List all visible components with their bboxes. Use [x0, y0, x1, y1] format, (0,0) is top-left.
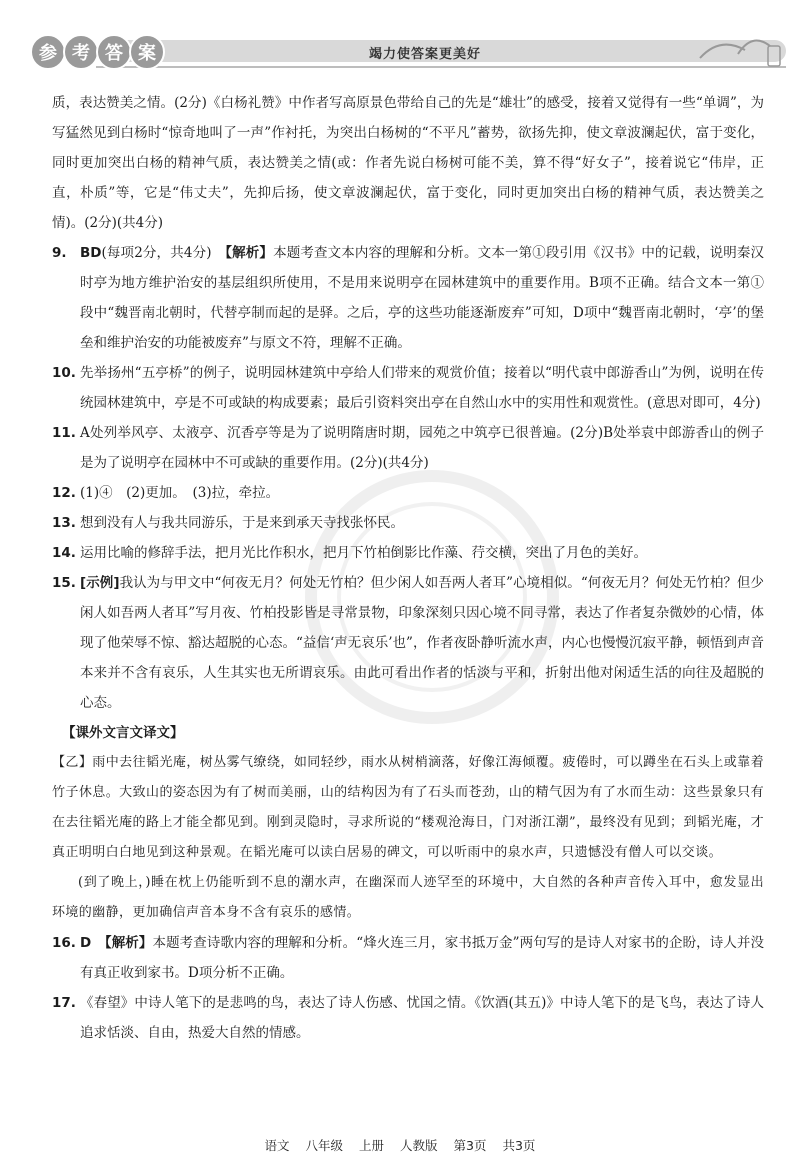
translation-paragraph: 【乙】雨中去往韬光庵，树丛雾气缭绕，如同轻纱，雨水从树梢滴落，好像江海倾覆。疲倦时，可以蹲坐在石头上或靠着竹子休息。大致山的姿态因为有了树而美丽，山的结构因为有了石头而苍劲，山的精气因为有了水而生动：这些景象只有在去往韬光庵的路上才能全都见到。刚到灵隐时，寻求所说的“楼观沧海日，门对浙江潮”，最终没有见到；到韬光庵，才真正明明白白地见到这种景观。在韬光庵可以读白居易的碑文，可以听雨中的泉水声，只遗憾没有僧人可以交谈。 [52, 755, 764, 860]
footer-grade: 八年级 [305, 1138, 344, 1153]
answer-item-9 [52, 238, 764, 358]
question-number: 15. [52, 575, 76, 591]
answer-item-17 [52, 988, 764, 1048]
question-number: 16. [52, 935, 76, 951]
header-slogan: 竭力使答案更美好 [368, 47, 481, 62]
footer-total-pages: 共3页 [502, 1138, 536, 1153]
answer-item-10 [52, 358, 764, 418]
question-number: 13. [52, 515, 76, 531]
answer-content [52, 88, 764, 1048]
answer-text: 想到没有人与我共同游乐，于是来到承天寺找张怀民。 [80, 515, 404, 531]
answer-text: (1)④ (2)更加。 (3)拉，牵拉。 [80, 485, 280, 501]
question-number: 10. [52, 365, 76, 381]
answer-text: 《春望》中诗人笔下的是悲鸣的鸟，表达了诗人伤感、忧国之情。《饮酒(其五)》中诗人笔下的是飞鸟，表达了诗人追求恬淡、自由，热爱大自然的情感。 [80, 995, 764, 1041]
question-number: 9. [52, 245, 67, 261]
badge-char: 考 [63, 34, 99, 70]
pen-decoration-icon [690, 28, 790, 73]
answer-text: A处列举风亭、太液亭、沉香亭等是为了说明隋唐时期，园苑之中筑亭已很普遍。(2分)B处举袁中郎游香山的例子是为了说明亭在园林中不可或缺的重要作用。(2分)(共4分) [80, 425, 764, 471]
answer-text: 我认为与甲文中“何夜无月？何处无竹柏？但少闲人如吾两人者耳”心境相似。“何夜无月？何处无竹柏？但少闲人如吾两人者耳”写月夜、竹柏投影皆是寻常景物，印象深刻只因心境不同寻常，表达了作者复杂微妙的心情，体现了他荣辱不惊、豁达超脱的心态。“益信‘声无哀乐’也”，作者夜卧静听流水声，内心也慢慢沉寂平静，顿悟到声音本来并不含有哀乐，人生其实也无所谓哀乐。由此可看出作者的恬淡与平和，折射出他对闲适生活的向往及超脱的心态。 [80, 575, 764, 711]
example-tag: [示例] [80, 575, 120, 591]
footer-volume: 上册 [359, 1138, 385, 1153]
answer-item-16 [52, 928, 764, 988]
answer-text: 运用比喻的修辞手法，把月光比作积水，把月下竹柏倒影比作藻、荇交横，突出了月色的美好。 [80, 545, 647, 561]
answer-item-12 [52, 478, 764, 508]
intro-paragraph: 质，表达赞美之情。(2分)《白杨礼赞》中作者写高原景色带给自己的先是“雄壮”的感受，接着又觉得有一些“单调”，为写猛然见到白杨时“惊奇地叫了一声”作衬托，为突出白杨树的“不平凡”蓄势，欲扬先抑，使文章波澜起伏，富于变化，同时更加突出白杨的精神气质，表达赞美之情(或：作者先说白杨树可能不美，算不得“好女子”，接着说它“伟岸，正直，朴质”等，它是“伟丈夫”，先抑后扬，使文章波澜起伏，富于变化，同时更加突出白杨的精神气质，表达赞美之情)。(2分)(共4分) [52, 95, 764, 231]
footer-subject: 语文 [264, 1138, 290, 1153]
translation-title: 【课外文言文译文】 [62, 725, 184, 741]
footer-page-number: 第3页 [453, 1138, 487, 1153]
translation-paragraph: (到了晚上，)睡在枕上仍能听到不息的潮水声，在幽深而人迹罕至的环境中，大自然的各种声音传入耳中，愈发显出环境的幽静，更加确信声音本身不含有哀乐的感情。 [52, 875, 764, 920]
answer-item-15 [52, 568, 764, 718]
answer-badge [30, 34, 162, 70]
page-header [0, 28, 800, 78]
badge-char: 案 [129, 34, 165, 70]
question-number: 14. [52, 545, 76, 561]
question-number: 12. [52, 485, 76, 501]
footer-edition: 人教版 [400, 1138, 438, 1153]
answer-text: 先举扬州“五亭桥”的例子，说明园林建筑中亭给人们带来的观赏价值；接着以“明代袁中郎游香山”为例，说明在传统园林建筑中，亭是不可或缺的构成要素；最后引资料突出亭在自然山水中的实用性和观赏性。(意思对即可，4分) [80, 365, 764, 411]
badge-char: 参 [30, 34, 66, 70]
analysis-tag: 【解析】 [225, 245, 274, 261]
analysis-tag: 【解析】 [104, 935, 153, 951]
analysis-text: 本题考查诗歌内容的理解和分析。“烽火连三月，家书抵万金”两句写的是诗人对家书的企盼，诗人并没有真正收到家书。D项分析不正确。 [80, 935, 765, 981]
answer-item-14 [52, 538, 764, 568]
answer-item-13 [52, 508, 764, 538]
answer-choice: D [80, 935, 92, 951]
page-footer [0, 1136, 800, 1154]
analysis-text: 本题考查文本内容的理解和分析。文本一第①段引用《汉书》中的记载，说明秦汉时亭为地方维护治安的基层组织所使用，不是用来说明亭在园林建筑中的重要作用。B项不正确。结合文本一第①段中“魏晋南北朝时，代替亭制而起的是驿。之后，亭的这些功能逐渐废弃”可知，D项中“魏晋南北朝时，‘亭’的堡垒和维护治安的功能被废弃”与原文不符，理解不正确。 [80, 245, 764, 351]
badge-char: 答 [96, 34, 132, 70]
question-number: 11. [52, 425, 76, 441]
score-note: (每项2分，共4分) [101, 245, 212, 261]
question-number: 17. [52, 995, 76, 1011]
answer-choice: BD [80, 245, 102, 261]
answer-item-11 [52, 418, 764, 478]
